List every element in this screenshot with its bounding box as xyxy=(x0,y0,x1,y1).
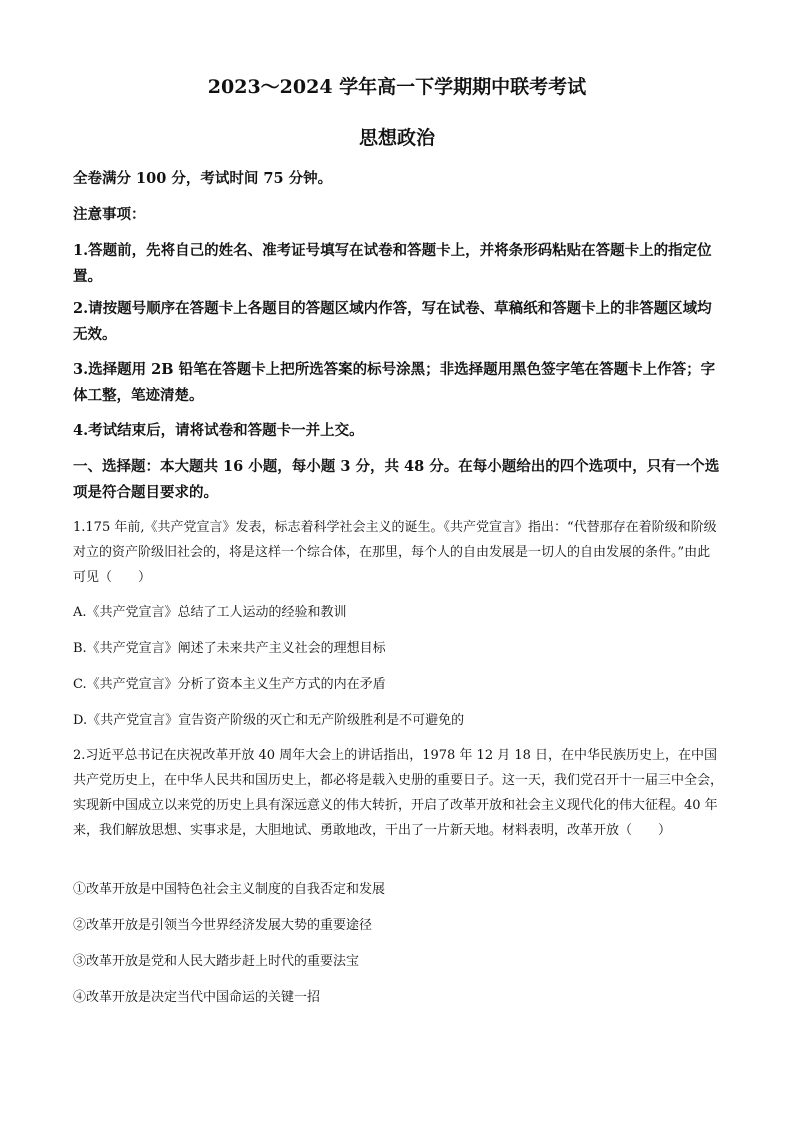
question-2-item-4: ④改革开放是决定当代中国命运的关键一招 xyxy=(73,990,321,1005)
question-1-option-b: B.《共产党宣言》阐述了未来共产主义社会的理想目标 xyxy=(73,641,386,656)
notice-item-2: 2.请按题号顺序在答题卡上各题目的答题区域内作答，写在试卷、草稿纸和答题卡上的非答题区域均无效。 xyxy=(73,300,712,343)
subject-title: 思想政治 xyxy=(358,127,435,149)
notice-heading: 注意事项： xyxy=(73,206,146,223)
exam-title: 2023～2024 学年高一下学期期中联考考试 xyxy=(207,76,587,98)
notice-item-1: 1.答题前，先将自己的姓名、准考证号填写在试卷和答题卡上，并将条形码粘贴在答题卡上的指定位置。 xyxy=(73,242,712,285)
section-heading: 一、选择题：本大题共 16 小题，每小题 3 分，共 48 分。在每小题给出的四个选项中，只有一个选项是符合题目要求的。 xyxy=(73,458,720,501)
question-1-option-c: C.《共产党宣言》分析了资本主义生产方式的内在矛盾 xyxy=(73,677,386,692)
question-1-option-d: D.《共产党宣言》宣告资产阶级的灭亡和无产阶级胜利是不可避免的 xyxy=(73,713,465,728)
question-2-stem: 2.习近平总书记在庆祝改革开放 40 周年大会上的讲话指出，1978 年 12 月 18 日，在中华民族历史上，在中国共产党历史上，在中华人民共和国历史上，都必将是载入史册的重要日子。这一天，我们党召开十一届三中全会，实现新中国成立以来党的历史上具有深远意义的伟大转折，开启了改革开放和社会主义现代化的伟大征程。40 年来，我们解放思想、实事求是，大胆地试、勇敢地改，干出了一片新天地。材料表明，改革开放（ ） xyxy=(73,748,724,838)
exam-intro: 全卷满分 100 分，考试时间 75 分钟。 xyxy=(73,170,333,187)
question-2-item-2: ②改革开放是引领当今世界经济发展大势的重要途径 xyxy=(73,918,373,933)
notice-item-3: 3.选择题用 2B 铅笔在答题卡上把所选答案的标号涂黑；非选择题用黑色签字笔在答题卡上作答；字体工整，笔迹清楚。 xyxy=(73,361,716,404)
question-2-item-3: ③改革开放是党和人民大踏步赶上时代的重要法宝 xyxy=(73,954,360,969)
question-1-stem: 1.175 年前,《共产党宣言》发表，标志着科学社会主义的诞生。《共产党宣言》指出：“代替那存在着阶级和阶级对立的资产阶级旧社会的，将是这样一个综合体，在那里，每个人的自由发展是一切人的自由发展的条件。”由此可见（ ） xyxy=(73,520,717,585)
notice-item-4: 4.考试结束后，请将试卷和答题卡一并上交。 xyxy=(73,422,364,439)
question-2-item-1: ①改革开放是中国特色社会主义制度的自我否定和发展 xyxy=(73,882,386,897)
question-1-option-a: A.《共产党宣言》总结了工人运动的经验和教训 xyxy=(73,605,347,620)
